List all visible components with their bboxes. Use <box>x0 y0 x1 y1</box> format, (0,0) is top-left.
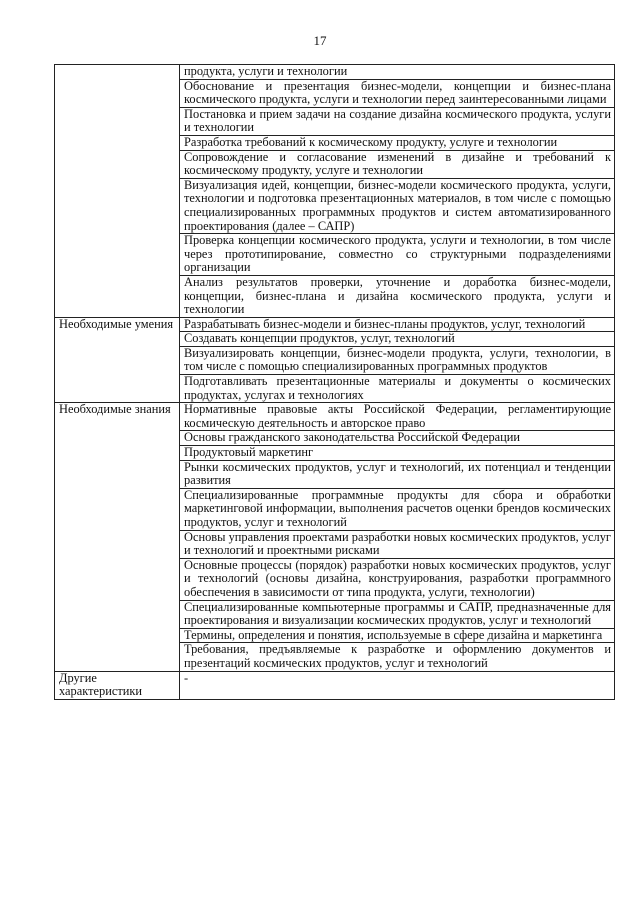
requirement-item: Термины, определения и понятия, используемые в сфере дизайна и маркетинга <box>180 628 615 643</box>
requirement-item: Нормативные правовые акты Российской Федерации, регламентирующие космическую деятельность и авторское право <box>180 403 615 431</box>
requirement-item: Подготавливать презентационные материалы и документы о космических продуктах, услугах и технологиях <box>180 375 615 403</box>
requirement-item: Основы управления проектами разработки новых космических продуктов, услуг и технологий и проектными рисками <box>180 530 615 558</box>
requirements-table <box>54 64 615 700</box>
table-row <box>55 65 615 80</box>
requirement-item: Разрабатывать бизнес-модели и бизнес-планы продуктов, услуг, технологий <box>180 317 615 332</box>
requirement-item: Специализированные компьютерные программы и САПР, предназначенные для проектирования и визуализации космических продуктов, услуг и технологий <box>180 600 615 628</box>
requirement-item: Проверка концепции космического продукта, услуги и технологии, в том числе через прототипирование, совместно со структурными подразделениями организации <box>180 234 615 276</box>
requirement-item: Продуктовый маркетинг <box>180 446 615 461</box>
requirement-item: Обоснование и презентация бизнес-модели, концепции и бизнес-плана космического продукта, услуги и технологии перед заинтересованными лицами <box>180 79 615 107</box>
requirement-item: Основы гражданского законодательства Российской Федерации <box>180 431 615 446</box>
requirement-item: Основные процессы (порядок) разработки новых космических продуктов, услуг и технологий (основы дизайна, конструирования, разработки программного обеспечения в зависимости от типа продукта, услуги, технологии) <box>180 558 615 600</box>
table-row <box>55 671 615 699</box>
table-row <box>55 317 615 332</box>
page-number: 17 <box>313 33 327 48</box>
requirement-item: Требования, предъявляемые к разработке и оформлению документов и презентаций космических продуктов, услуг и технологий <box>180 643 615 671</box>
requirement-item: Рынки космических продуктов, услуг и технологий, их потенциал и тенденции развития <box>180 460 615 488</box>
section-label: Необходимые знания <box>55 403 180 671</box>
section-label: Необходимые умения <box>55 317 180 403</box>
requirement-item: Сопровождение и согласование изменений в дизайне и требований к космическому продукту, услуге и технологии <box>180 150 615 178</box>
requirement-item: Анализ результатов проверки, уточнение и доработка бизнес-модели, концепции, бизнес-плана и дизайна космического продукта, услуги и технологии <box>180 275 615 317</box>
requirement-item: Постановка и прием задачи на создание дизайна космического продукта, услуги и технологии <box>180 107 615 135</box>
section-label <box>55 65 180 318</box>
section-label: Другие характеристики <box>55 671 180 699</box>
requirement-item: - <box>180 671 615 699</box>
table-row <box>55 403 615 431</box>
requirement-item: Создавать концепции продуктов, услуг, технологий <box>180 332 615 347</box>
requirement-item: Специализированные программные продукты для сбора и обработки маркетинговой информации, выполнения расчетов оценки брендов космических продуктов, услуг и технологий <box>180 488 615 530</box>
requirement-item: Визуализировать концепции, бизнес-модели продукта, услуги, технологии, в том числе с помощью специализированных программных продуктов <box>180 346 615 374</box>
requirement-item: Визуализация идей, концепции, бизнес-модели космического продукта, услуги, технологии и подготовка презентационных материалов, в том числе с помощью специализированных программных продуктов и систем автоматизированного проектирования (далее – САПР) <box>180 178 615 233</box>
requirement-item: продукта, услуги и технологии <box>180 65 615 80</box>
requirement-item: Разработка требований к космическому продукту, услуге и технологии <box>180 135 615 150</box>
